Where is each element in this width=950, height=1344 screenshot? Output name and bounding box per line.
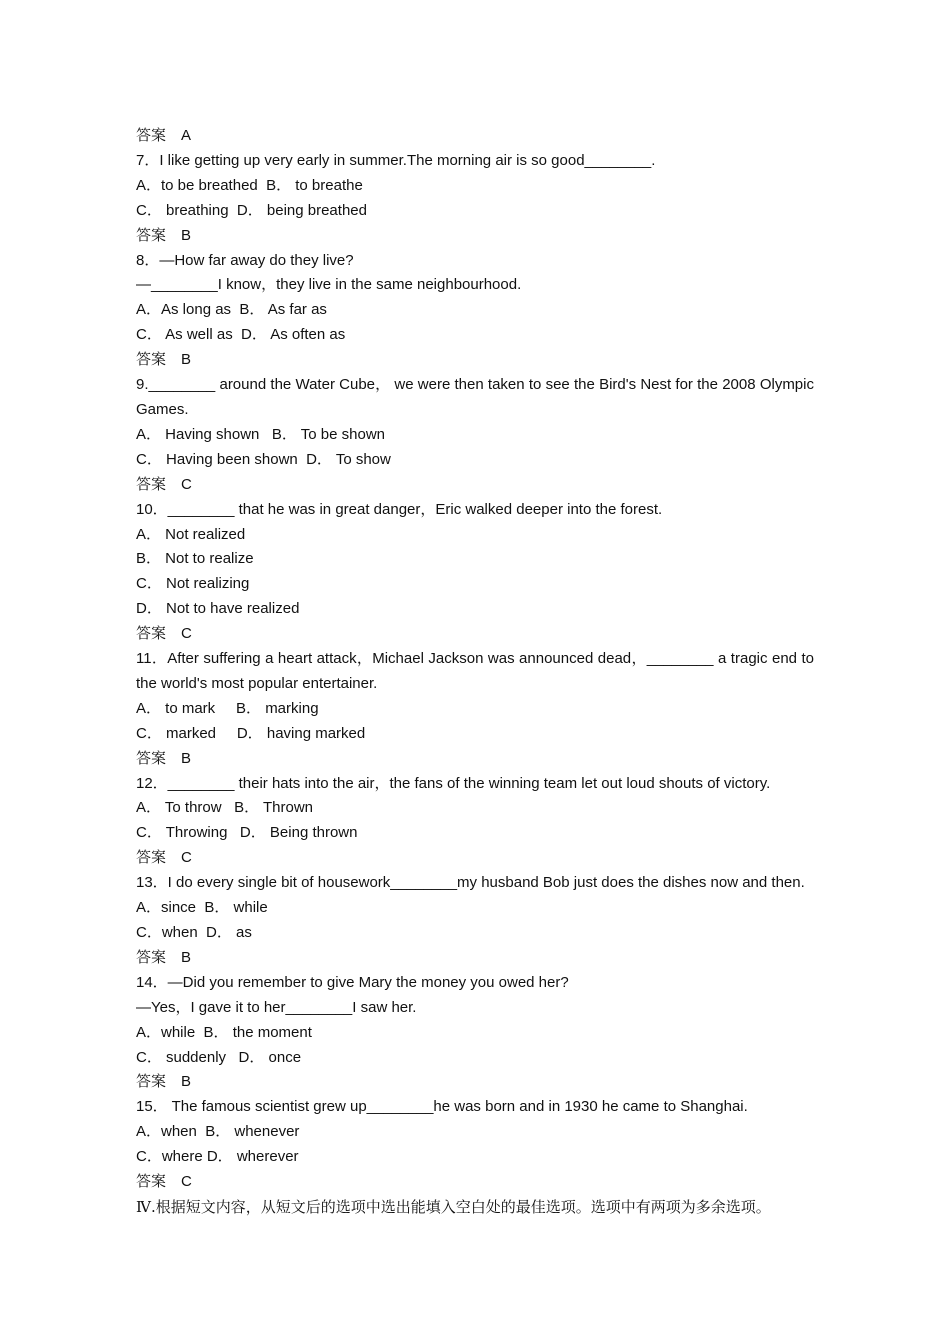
option-10-a: A． Not realized bbox=[136, 525, 246, 543]
answer-line: 答案 C bbox=[136, 849, 192, 867]
option-10-b: B． Not to realize bbox=[136, 550, 254, 568]
options-14-cd: C． suddenly D． once bbox=[136, 1048, 302, 1066]
question-8: 8．—How far away do they live? bbox=[136, 251, 354, 269]
question-8-reply: —________I know，they live in the same neighbourhood. bbox=[136, 276, 522, 294]
options-7-ab: A．to be breathed B． to breathe bbox=[136, 176, 363, 194]
answer-line: 答案 B bbox=[136, 749, 192, 767]
answer-line: 答案 B bbox=[136, 226, 192, 244]
answer-line: 答案 B bbox=[136, 948, 192, 966]
options-11-ab: A． to mark B． marking bbox=[136, 699, 319, 717]
question-7: 7．I like getting up very early in summer.The morning air is so good________. bbox=[136, 151, 656, 169]
question-9: 9.________ around the Water Cube， we were then taken to see the Bird's Nest for the 2008 Olympic Games. bbox=[136, 376, 819, 418]
options-8-ab: A．As long as B． As far as bbox=[136, 301, 327, 319]
options-8-cd: C． As well as D． As often as bbox=[136, 326, 346, 344]
options-12-ab: A． To throw B． Thrown bbox=[136, 799, 314, 817]
options-9-cd: C． Having been shown D． To show bbox=[136, 450, 391, 468]
answer-line: 答案 C bbox=[136, 1173, 192, 1191]
options-14-ab: A．while B． the moment bbox=[136, 1023, 312, 1041]
question-13: 13．I do every single bit of housework________my husband Bob just does the dishes now and then. bbox=[136, 874, 805, 892]
options-12-cd: C． Throwing D． Being thrown bbox=[136, 824, 358, 842]
answer-line: 答案 C bbox=[136, 475, 192, 493]
options-13-cd: C．when D． as bbox=[136, 924, 252, 941]
question-11: 11．After suffering a heart attack，Michael Jackson was announced dead，________ a tragic end to the world's most popular entertainer. bbox=[136, 650, 819, 692]
options-9-ab: A． Having shown B． To be shown bbox=[136, 425, 386, 443]
document-page bbox=[136, 124, 819, 1220]
options-15-cd: C．where D． wherever bbox=[136, 1148, 299, 1166]
answer-line: 答案 B bbox=[136, 1073, 192, 1091]
options-7-cd: C． breathing D． being breathed bbox=[136, 201, 367, 219]
question-14-reply: —Yes，I gave it to her________I saw her. bbox=[136, 998, 417, 1016]
options-13-ab: A．since B． while bbox=[136, 899, 268, 917]
question-14: 14．—Did you remember to give Mary the money you owed her? bbox=[136, 973, 569, 991]
option-10-d: D． Not to have realized bbox=[136, 600, 300, 618]
option-10-c: C． Not realizing bbox=[136, 575, 250, 593]
answer-line: 答案 C bbox=[136, 625, 192, 643]
question-15: 15． The famous scientist grew up________he was born and in 1930 he came to Shanghai. bbox=[136, 1098, 748, 1116]
options-11-cd: C． marked D． having marked bbox=[136, 724, 366, 742]
answer-line: 答案 A bbox=[136, 127, 192, 144]
section-iv-heading: Ⅳ.根据短文内容，从短文后的选项中选出能填入空白处的最佳选项。选项中有两项为多余选项。 bbox=[136, 1197, 771, 1216]
answer-line: 答案 B bbox=[136, 351, 192, 369]
question-10: 10．________ that he was in great danger，Eric walked deeper into the forest. bbox=[136, 500, 663, 518]
question-12: 12．________ their hats into the air，the fans of the winning team let out loud shouts of victory. bbox=[136, 774, 771, 792]
options-15-ab: A．when B． whenever bbox=[136, 1123, 300, 1141]
